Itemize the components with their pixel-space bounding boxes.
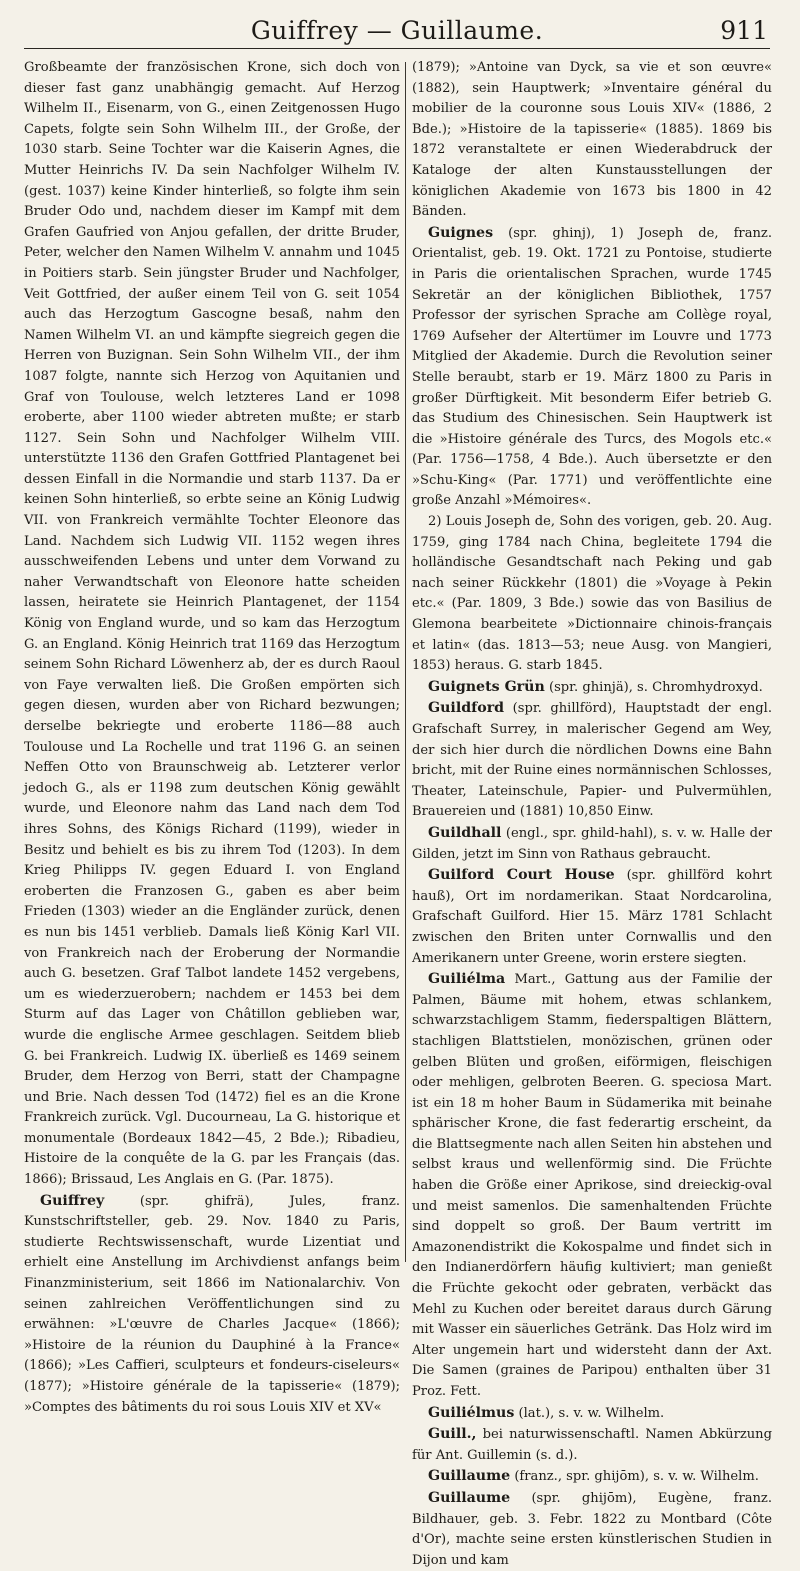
- entry-text: (spr. ghinj), 1) Joseph de, franz. Orientalist, geb. 19. Okt. 1721 zu Pontoise, studierte in Paris die orientalischen Sprachen, wurde 1745 Sekretär an der königlichen Bibliothek, 1757 Professor der syrischen Sprache am Collège royal, 1769 Aufseher der Altertümer im Louvre und 1773 Mitglied der Akademie. Durch die Revolution seiner Stelle beraubt, starb er 19. März 1800 zu Paris in großer Dürftigkeit. Mit besonderm Eifer betrieb G. das Studium des Chinesischen. Sein Hauptwerk ist die »Histoire générale des Turcs, des Mogols etc.« (Par. 1756—1758, 4 Bde.). Auch übersetzte er den »Schu-King« (Par. 1771) und veröffentlichte eine große Anzahl »Mémoires«.: [412, 225, 772, 509]
- entry-headword: Guignes: [428, 224, 494, 241]
- dictionary-entry: [412, 1488, 772, 1571]
- dictionary-entry: [412, 1424, 772, 1466]
- dictionary-entry: [412, 1403, 772, 1425]
- entry-text: Großbeamte der französischen Krone, sich doch von dieser fast ganz unabhängig gemacht. Auf Herzog Wilhelm II., Eisenarm, von G., einen Zeitgenossen Hugo Capets, folgte sein Sohn Wilhelm III., der Große, der 1030 starb. Seine Tochter war die Kaiserin Agnes, die Mutter Heinrichs IV. Da sein Nachfolger Wilhelm IV. (gest. 1037) keine Kinder hinterließ, so folgte ihm sein Bruder Odo und, nachdem dieser im Kampf mit dem Grafen Gaufried von Anjou gefallen, der dritte Bruder, Peter, welcher den Namen Wilhelm V. annahm und 1045 in Poitiers starb. Sein jüngster Bruder und Nachfolger, Veit Gottfried, der außer einem Teil von G. seit 1054 auch das Herzogtum Gascogne besaß, nahm den Namen Wilhelm VI. an und kämpfte siegreich gegen die Herren von Buzignan. Sein Sohn Wilhelm VII., der ihm 1087 folgte, nannte sich Herzog von Aquitanien und Graf von Toulouse, welch letzteres Land er 1098 eroberte, aber 1100 wieder abtreten mußte; er starb 1127. Sein Sohn und Nachfolger Wilhelm VIII. unterstützte 1136 den Grafen Gottfried Plantagenet bei dessen Einfall in die Normandie und starb 1137. Da er keinen Sohn hinterließ, so erbte seine an König Ludwig VII. von Frankreich vermählte Tochter Eleonore das Land. Nachdem sich Ludwig VII. 1152 wegen ihres ausschweifenden Lebens und unter dem Vorwand zu naher Verwandtschaft von Eleonore hatte scheiden lassen, heiratete sie Heinrich Plantagenet, der 1154 König von England wurde, und so kam das Herzogtum G. an England. König Heinrich trat 1169 das Herzogtum seinem Sohn Richard Löwenherz ab, der es durch Raoul von Faye verwalten ließ. Die Großen empörten sich gegen diesen, wurden aber von Richard bezwungen; derselbe bekriegte und eroberte 1186—88 auch Toulouse und La Rochelle und trat 1196 G. an seinen Neffen Otto von Braunschweig ab. Letzterer verlor jedoch G., als er 1198 zum deutschen König gewählt wurde, und Eleonore nahm das Land nach dem Tod ihres Sohns, des Königs Richard (1199), wieder in Besitz und behielt es bis zu ihrem Tod (1203). In dem Krieg Philipps IV. gegen Eduard I. von England eroberten die Franzosen G., gaben es aber beim Frieden (1303) wieder an die Engländer zurück, denen es nun bis 1451 verblieb. Damals ließ König Karl VII. von Frankreich nach der Eroberung der Normandie auch G. besetzen. Graf Talbot landete 1452 vergebens, um es wiederzuerobern; nachdem er 1453 bei dem Sturm auf das Lager von Châtillon geblieben war, wurde die englische Armee geschlagen. Seitdem blieb G. bei Frankreich. Ludwig IX. überließ es 1469 seinem Bruder, dem Herzog von Berri, statt der Champagne und Brie. Nach dessen Tod (1472) fiel es an die Krone Frankreich zurück. Vgl. Ducourneau, La G. historique et monumentale (Bordeaux 1842—45, 2 Bde.); Ribadieu, Histoire de la conquête de la G. par les Français (das. 1866); Brissaud, Les Anglais en G. (Par. 1875).: [24, 60, 400, 1188]
- entry-headword: Guiliélmus: [428, 1404, 515, 1421]
- entry-headword: Guildhall: [428, 824, 502, 841]
- entry-text: (spr. ghifrä), Jules, franz. Kunstschriftsteller, geb. 29. Nov. 1840 zu Paris, studierte Rechtswissenschaft, wurde Lizentiat und erhielt eine Anstellung im Archivdienst anfangs beim Finanzministerium, seit 1866 im Nationalarchiv. Von seinen zahlreichen Veröffentlichungen sind zu erwähnen: »L'œuvre de Charles Jacque« (1866); »Histoire de la réunion du Dauphiné à la France« (1866); »Les Caffieri, sculpteurs et fondeurs-ciseleurs« (1877); »Histoire générale de la tapisserie« (1879); »Comptes des bâtiments du roi sous Louis XIV et XV«: [24, 1193, 400, 1415]
- entry-headword: Guiliélma: [428, 971, 506, 988]
- entry-headword: Guiffrey: [40, 1192, 105, 1209]
- dictionary-entry: [412, 698, 772, 823]
- entry-text: 2) Louis Joseph de, Sohn des vorigen, geb. 20. Aug. 1759, ging 1784 nach China, begleitete 1794 die holländische Gesandtschaft nach Peking und gab nach seiner Rückkehr (1801) die »Voyage à Pekin etc.« (Par. 1809, 3 Bde.) sowie das von Basilius de Glemona bearbeitete »Dictionnaire chinois-français et latin« (das. 1813—53; neue Ausg. von Mangieri, 1853) heraus. G. starb 1845.: [412, 514, 772, 674]
- left-column: [24, 58, 400, 1415]
- dictionary-entry: [24, 58, 400, 1191]
- dictionary-entry: [412, 865, 772, 969]
- entry-headword: Guildford: [428, 700, 505, 717]
- entry-headword: Guill.,: [428, 1426, 477, 1443]
- entry-headword: Guignets Grün: [428, 678, 545, 695]
- dictionary-entry: [24, 1191, 400, 1419]
- entry-text: (spr. ghinjä), s. Chromhydroxyd.: [548, 679, 763, 695]
- column-divider: [405, 62, 406, 1262]
- page-header: [24, 14, 770, 49]
- entry-text: (spr. ghillförd kohrt hauß), Ort im nordamerikan. Staat Nordcarolina, Grafschaft Guilford. Hier 15. März 1781 Schlacht zwischen den Briten unter Cornwallis und den Amerikanern unter Greene, worin erstere siegten.: [412, 868, 772, 966]
- entry-headword: Guilford Court House: [428, 867, 615, 884]
- entry-text: (spr. ghillförd), Hauptstadt der engl. Grafschaft Surrey, in malerischer Gegend am Wey, der sich hier durch die nördlichen Downs eine Bahn bricht, mit der Ruine eines normännischen Schlosses, Theater, Lateinschule, Papier- und Pulvermühlen, Brauereien und (1881) 10,850 Einw.: [412, 701, 772, 820]
- entry-text: Mart., Gattung aus der Familie der Palmen, Bäume mit hohem, etwas schlankem, schwarzstachligem Stamm, fiederspaltigen Blättern, stachligen Blattstielen, monözischen, grünen oder gelben Blüten und großen, eiförmigen, fleischigen oder mehligen, gelbroten Beeren. G. speciosa Mart. ist ein 18 m hoher Baum in Südamerika mit beinahe sphärischer Krone, die fast federartig erscheint, da die Blattsegmente nach allen Seiten hin abstehen und selbst kraus und wellenförmig sind. Die Früchte haben die Größe einer Aprikose, sind dreieckig-oval und meist samenlos. Die samenhaltenden Früchte sind doppelt so groß. Der Baum vertritt im Amazonendistrikt die Kokospalme und findet sich in den Indianerdörfern häufig kultiviert; man genießt die Früchte gekocht oder gebraten, verbäckt das Mehl zu Kuchen oder bereitet daraus durch Gärung mit Wasser ein säuerliches Getränk. Das Holz wird im Alter ungemein hart und widersteht dann der Axt. Die Samen (graines de Paripou) enthalten über 31 Proz. Fett.: [412, 972, 772, 1399]
- dictionary-entry: [412, 823, 772, 865]
- page-number: 911: [720, 16, 768, 45]
- entry-text: (1879); »Antoine van Dyck, sa vie et son œuvre« (1882), sein Hauptwerk; »Inventaire général du mobilier de la couronne sous Louis XIV« (1886, 2 Bde.); »Histoire de la tapisserie« (1885). 1869 bis 1872 veranstaltete er einen Wiederabdruck der Kataloge der alten Kunstausstellungen der königlichen Akademie von 1673 bis 1800 in 42 Bänden.: [412, 60, 772, 220]
- entry-text: (engl., spr. ghild-hahl), s. v. w. Halle der Gilden, jetzt im Sinn von Rathaus gebraucht.: [412, 825, 772, 862]
- entry-headword: Guillaume: [428, 1468, 511, 1485]
- entry-headword: Guillaume: [428, 1489, 511, 1506]
- dictionary-entry: [412, 512, 772, 677]
- entry-text: (spr. ghijōm), Eugène, franz. Bildhauer, geb. 3. Febr. 1822 zu Montbard (Côte d'Or), machte seine ersten künstlerischen Studien in Dijon und kam: [412, 1490, 772, 1568]
- entry-text: (franz., spr. ghijōm), s. v. w. Wilhelm.: [514, 1469, 759, 1485]
- right-column: [412, 58, 772, 1568]
- entry-text: (lat.), s. v. w. Wilhelm.: [518, 1405, 665, 1421]
- dictionary-entry: [412, 677, 772, 699]
- dictionary-entry: [412, 1466, 772, 1488]
- running-title: Guiffrey — Guillaume.: [250, 16, 544, 45]
- dictionary-entry: [412, 223, 772, 512]
- dictionary-entry: [412, 969, 772, 1402]
- dictionary-entry: [412, 58, 772, 223]
- entry-text: bei naturwissenschaftl. Namen Abkürzung für Ant. Guillemin (s. d.).: [412, 1427, 772, 1463]
